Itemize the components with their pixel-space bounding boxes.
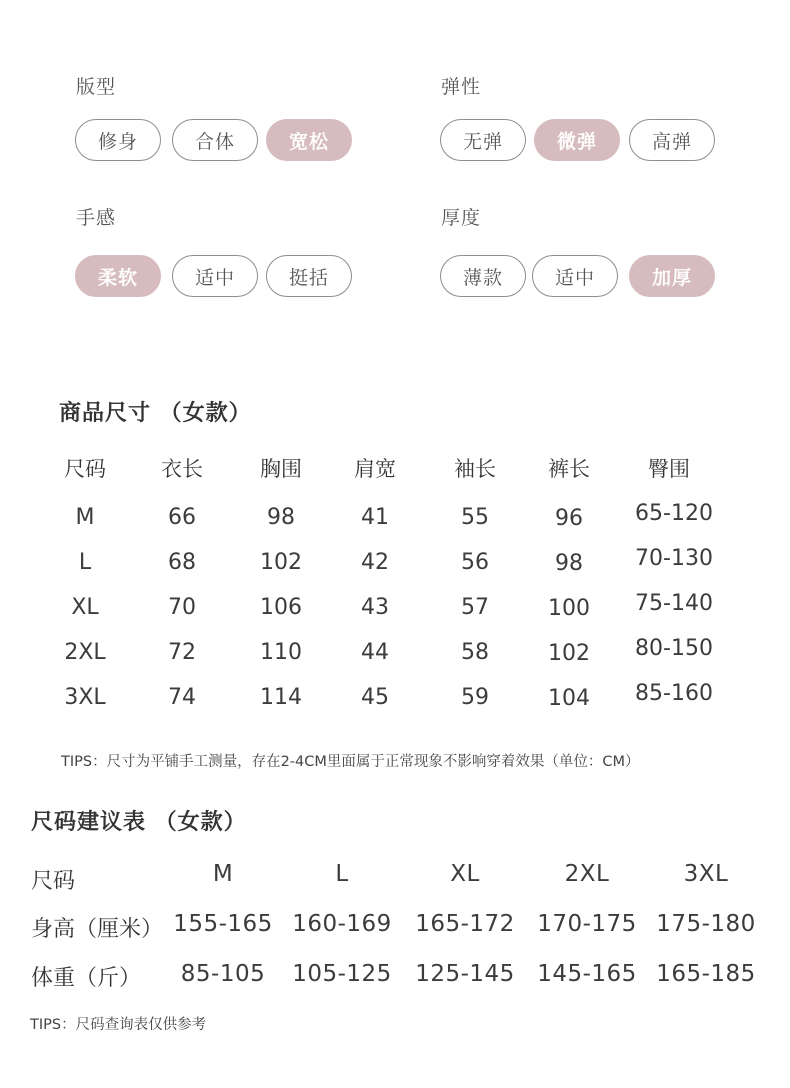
cell-value: 43 xyxy=(361,595,389,620)
chip-option[interactable]: 薄款 xyxy=(440,255,526,297)
cell-value: 170-175 xyxy=(537,911,637,937)
cell-value: 106 xyxy=(260,595,302,620)
cell-value: 44 xyxy=(361,640,389,665)
cell-value: 57 xyxy=(461,595,489,620)
attribute-label: 手感 xyxy=(76,207,117,229)
cell-value: 102 xyxy=(548,641,590,666)
chip-option-selected[interactable]: 微弹 xyxy=(534,119,620,161)
chip-option[interactable]: 合体 xyxy=(172,119,258,161)
cell-value: 41 xyxy=(361,505,389,530)
recommend-row-label: 身高（厘米） xyxy=(31,917,164,942)
header-cell: 袖长 xyxy=(454,457,496,481)
cell-value: 85-105 xyxy=(180,961,266,987)
cell-value: 104 xyxy=(548,686,590,711)
chip-option-selected[interactable]: 宽松 xyxy=(266,119,352,161)
recommend-table-tips: TIPS：尺码查询表仅供参考 xyxy=(30,1017,207,1033)
recommend-row-label: 体重（斤） xyxy=(31,966,142,991)
cell-value: 56 xyxy=(461,550,489,575)
recommend-row-label: 尺码 xyxy=(31,869,76,894)
recommend-table-title: 尺码建议表 （女款） xyxy=(31,810,247,835)
cell-value: 68 xyxy=(168,550,196,575)
chip-option[interactable]: 高弹 xyxy=(629,119,715,161)
cell-size: L xyxy=(78,550,92,575)
cell-value: 42 xyxy=(361,550,389,575)
cell-value: 75-140 xyxy=(635,591,713,616)
header-cell: 胸围 xyxy=(260,457,302,481)
cell-value: 98 xyxy=(267,505,295,530)
size-column-header: 2XL xyxy=(564,861,610,887)
cell-value: 175-180 xyxy=(656,911,756,937)
header-cell: 肩宽 xyxy=(354,457,396,481)
chip-option[interactable]: 无弹 xyxy=(440,119,526,161)
cell-value: 65-120 xyxy=(635,501,713,526)
cell-size: 2XL xyxy=(64,640,106,665)
chip-option[interactable]: 挺括 xyxy=(266,255,352,297)
cell-value: 55 xyxy=(461,505,489,530)
cell-value: 105-125 xyxy=(292,961,392,987)
cell-value: 102 xyxy=(260,550,302,575)
size-table-title: 商品尺寸 （女款） xyxy=(59,401,252,426)
cell-value: 70 xyxy=(168,595,196,620)
cell-value: 125-145 xyxy=(415,961,515,987)
header-cell: 尺码 xyxy=(64,457,106,481)
cell-value: 100 xyxy=(548,596,590,621)
attribute-label: 厚度 xyxy=(441,207,482,229)
header-cell: 臀围 xyxy=(648,457,690,481)
header-cell: 衣长 xyxy=(161,457,203,481)
cell-value: 160-169 xyxy=(292,911,392,937)
cell-value: 110 xyxy=(260,640,302,665)
size-table-tips: TIPS：尺寸为平铺手工测量，存在2-4CM里面属于正常现象不影响穿着效果（单位：CM） xyxy=(61,754,640,770)
cell-value: 72 xyxy=(168,640,196,665)
cell-value: 165-185 xyxy=(656,961,756,987)
cell-value: 114 xyxy=(260,685,302,710)
cell-value: 58 xyxy=(461,640,489,665)
chip-option-selected[interactable]: 加厚 xyxy=(629,255,715,297)
cell-value: 70-130 xyxy=(635,546,713,571)
cell-value: 74 xyxy=(168,685,196,710)
size-column-header: L xyxy=(335,861,349,887)
cell-value: 98 xyxy=(555,551,583,576)
attribute-label: 弹性 xyxy=(441,76,482,98)
size-column-header: M xyxy=(212,861,234,887)
cell-value: 165-172 xyxy=(415,911,515,937)
cell-value: 155-165 xyxy=(173,911,273,937)
chip-option-selected[interactable]: 柔软 xyxy=(75,255,161,297)
chip-option[interactable]: 修身 xyxy=(75,119,161,161)
cell-value: 85-160 xyxy=(635,681,713,706)
cell-value: 66 xyxy=(168,505,196,530)
cell-value: 45 xyxy=(361,685,389,710)
chip-option[interactable]: 适中 xyxy=(172,255,258,297)
size-column-header: XL xyxy=(450,861,480,887)
chip-option[interactable]: 适中 xyxy=(532,255,618,297)
cell-size: M xyxy=(75,505,95,530)
cell-value: 145-165 xyxy=(537,961,637,987)
cell-size: 3XL xyxy=(64,685,106,710)
cell-value: 96 xyxy=(555,506,583,531)
attribute-label: 版型 xyxy=(76,76,117,98)
header-cell: 裤长 xyxy=(548,457,590,481)
cell-size: XL xyxy=(71,595,99,620)
cell-value: 80-150 xyxy=(635,636,713,661)
size-column-header: 3XL xyxy=(683,861,729,887)
cell-value: 59 xyxy=(461,685,489,710)
